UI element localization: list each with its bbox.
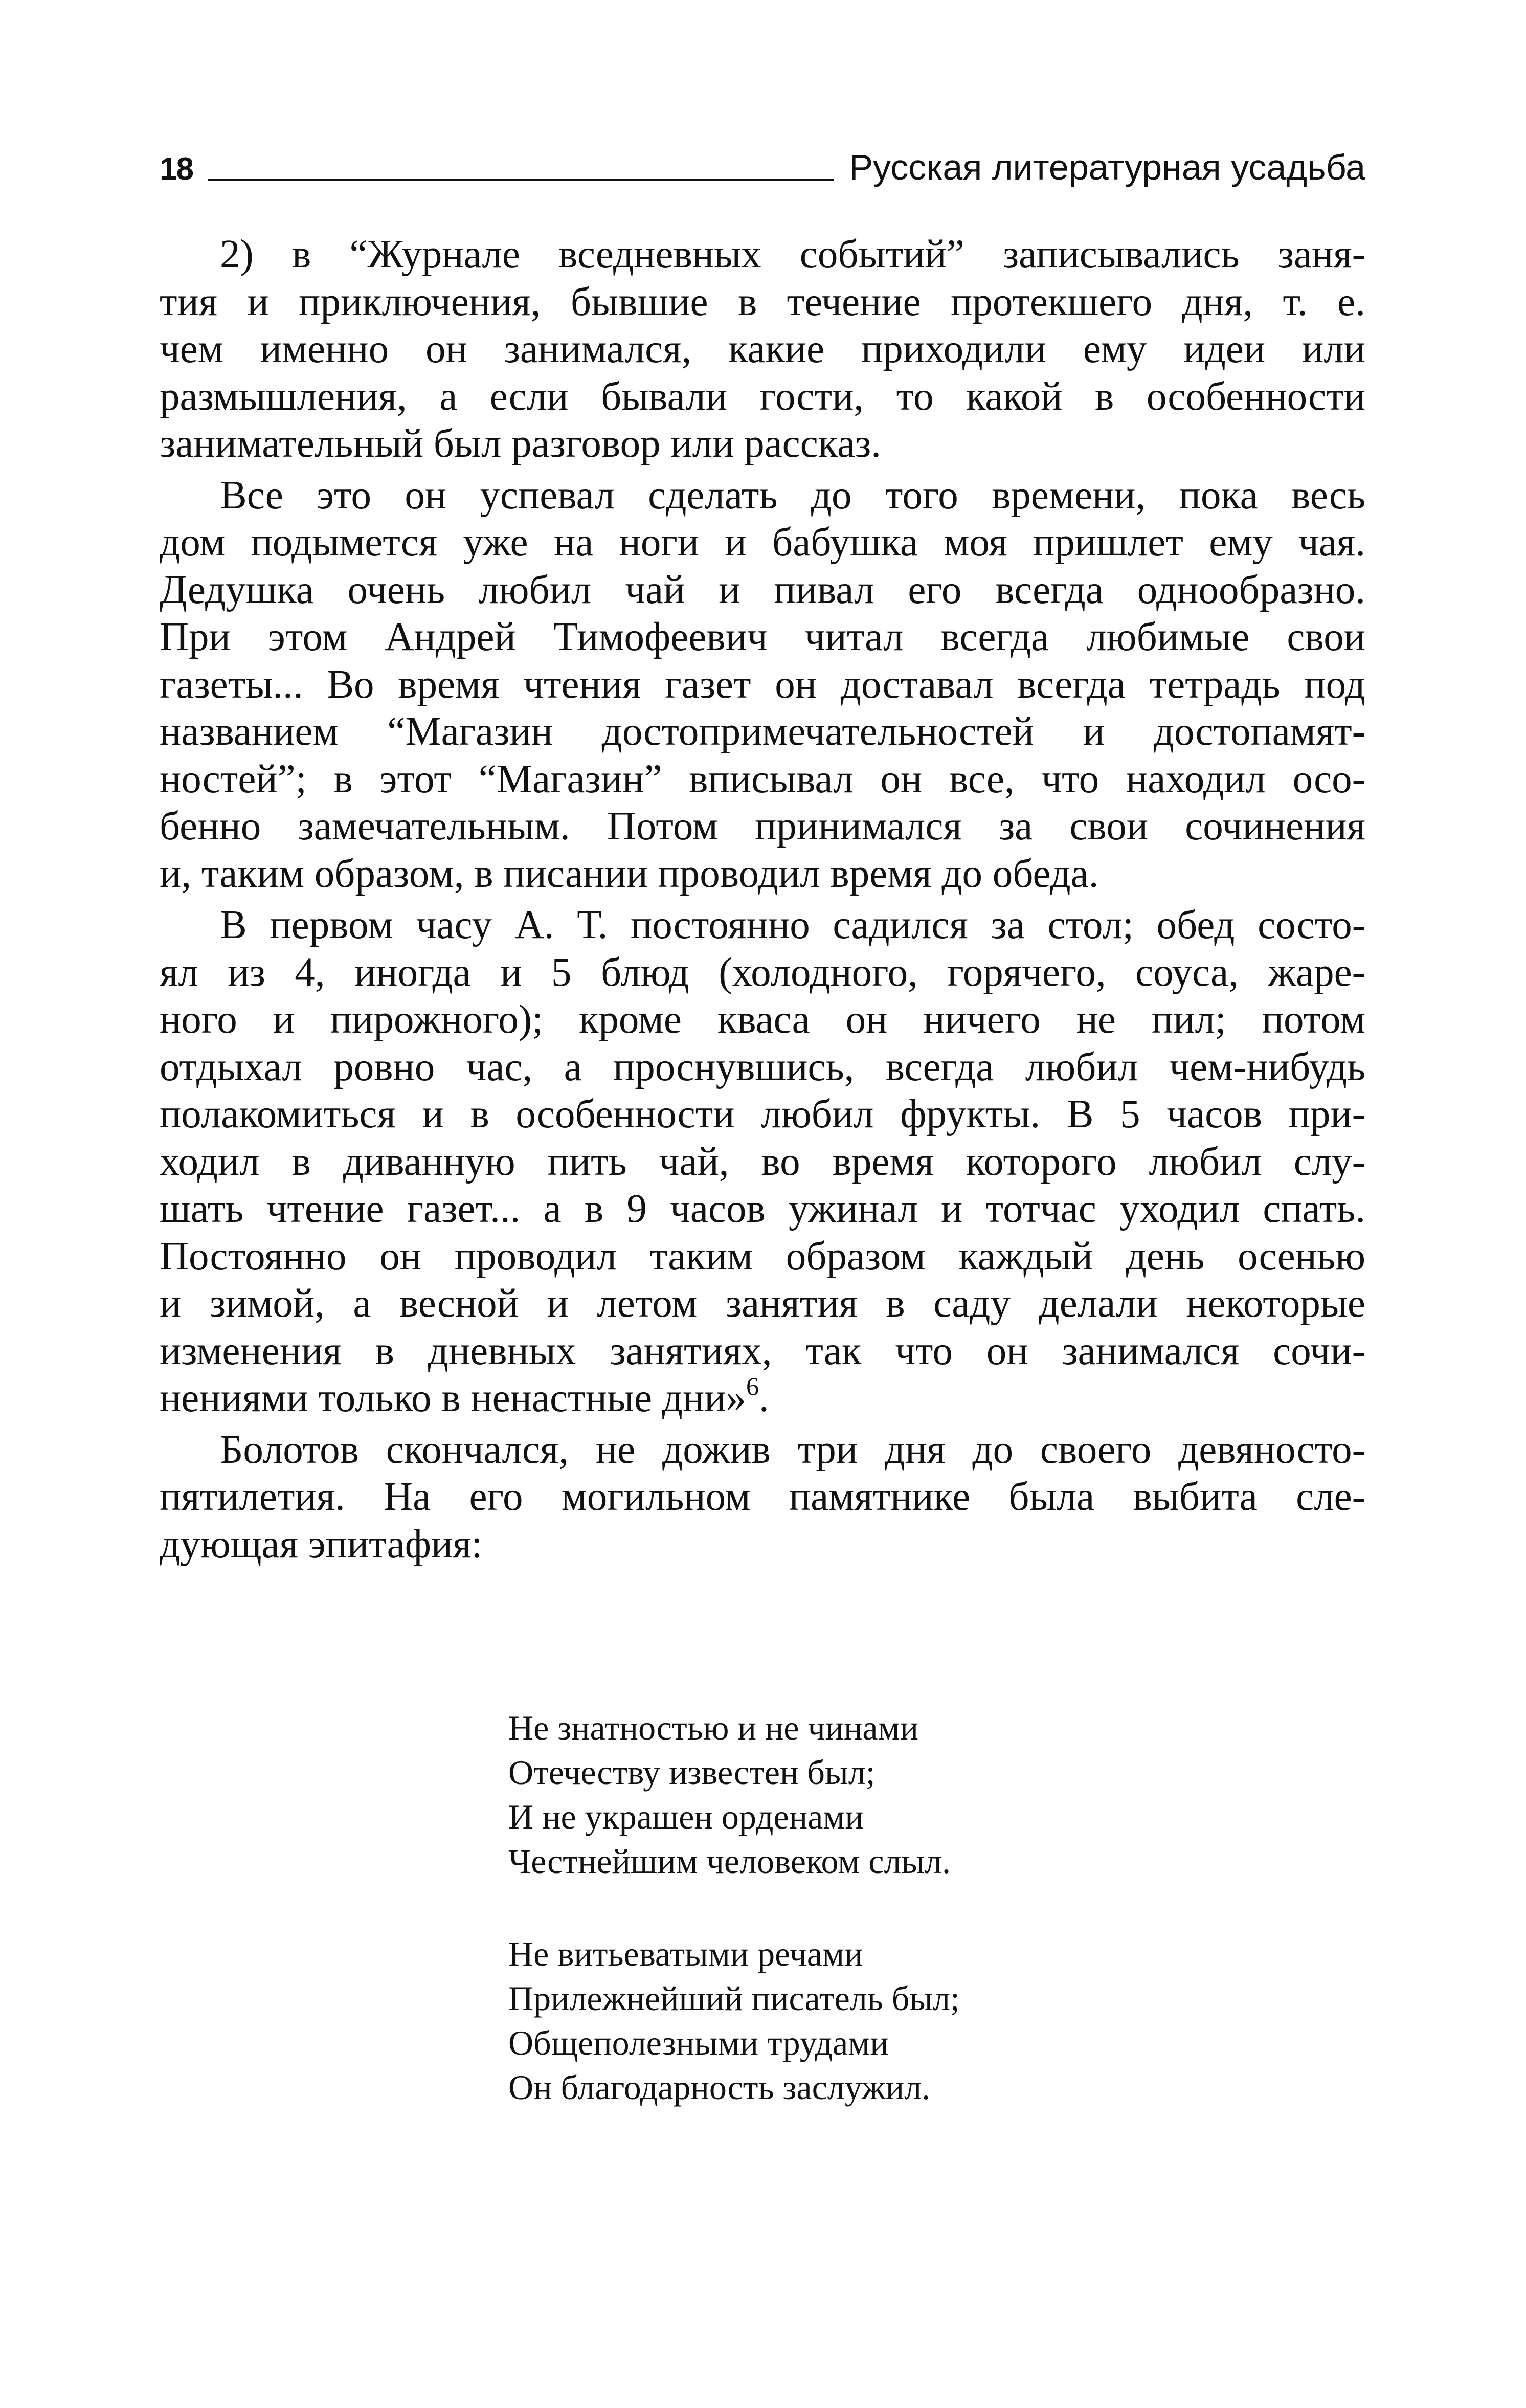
text-line: отдыхал ровно час, а проснувшись, всегда любил чем-нибудь bbox=[160, 1044, 1365, 1089]
text-line: Все это он успевал сделать до того времени, пока весь bbox=[220, 473, 1365, 518]
text-line: полакомиться и в особенности любил фрукты. В 5 часов при- bbox=[160, 1092, 1365, 1136]
text-line: бенно замечательным. Потом принимался за свои сочинения bbox=[160, 804, 1365, 849]
text-line: дующая эпитафия: bbox=[160, 1522, 483, 1567]
poem-verse: Общеполезными трудами bbox=[508, 2023, 889, 2062]
text-line: газеты... Во время чтения газет он доставал всегда тетрадь под bbox=[160, 662, 1365, 707]
body-text bbox=[160, 231, 1365, 1572]
text-line: ностей”; в этот “Магазин” вписывал он все, что находил осо- bbox=[160, 756, 1365, 801]
text-line: и зимой, а весной и летом занятия в саду делали некоторые bbox=[160, 1281, 1365, 1326]
text-line: Дедушка очень любил чай и пивал его всегда однообразно. bbox=[160, 567, 1365, 612]
text-line: названием “Магазин достопримечательностей и достопамят- bbox=[160, 709, 1365, 754]
text-line: ного и пирожного); кроме кваса он ничего не пил; потом bbox=[160, 997, 1365, 1042]
poem-stanza bbox=[508, 1932, 960, 2110]
text-line: чем именно он занимался, какие приходили ему идеи или bbox=[160, 327, 1365, 371]
page-number: 18 bbox=[160, 151, 193, 187]
text-line: При этом Андрей Тимофеевич читал всегда любимые свои bbox=[160, 615, 1365, 659]
paragraph-2 bbox=[160, 472, 1365, 898]
text-line: Болотов скончался, не дожив три дня до своего девяносто- bbox=[220, 1427, 1365, 1472]
running-header bbox=[160, 134, 1365, 185]
footnote-ref[interactable]: 6 bbox=[746, 1372, 759, 1400]
text-line: пятилетия. На его могильном памятнике была выбита сле- bbox=[160, 1475, 1365, 1519]
poem-verse: Не витьеватыми речами bbox=[508, 1934, 863, 1973]
poem-verse: Не знатностью и не чинами bbox=[508, 1708, 919, 1747]
poem-verse: И не украшен орденами bbox=[508, 1797, 864, 1836]
text-line-with-footnote bbox=[160, 1372, 1365, 1422]
text-line: занимательный был разговор или рассказ. bbox=[160, 421, 882, 466]
text-line: 2) в “Журнале вседневных событий” записывались заня- bbox=[220, 232, 1365, 277]
text-line: ходил в диванную пить чай, во время которого любил слу- bbox=[160, 1139, 1365, 1184]
text-line: нениями только в ненастные дни» bbox=[160, 1376, 747, 1420]
text-line: изменения в дневных занятиях, так что он занимался сочи- bbox=[160, 1328, 1365, 1373]
poem-stanza bbox=[508, 1706, 960, 1884]
text-line: тия и приключения, бывшие в течение протекшего дня, т. е. bbox=[160, 279, 1365, 324]
poem-verse: Отечеству известен был; bbox=[508, 1753, 876, 1792]
running-title: Русская литературная усадьба bbox=[849, 147, 1365, 187]
text-line: В первом часу А. Т. постоянно садился за стол; обед состо- bbox=[220, 903, 1365, 947]
text-line: Постоянно он проводил таким образом каждый день осенью bbox=[160, 1234, 1365, 1279]
poem-verse: Он благодарность заслужил. bbox=[508, 2068, 931, 2107]
poem-verse: Прилежнейший писатель был; bbox=[508, 1979, 960, 2018]
epitaph-poem bbox=[508, 1706, 960, 2158]
paragraph-1 bbox=[160, 231, 1365, 468]
text-line: ял из 4, иногда и 5 блюд (холодного, горячего, соуса, жаре- bbox=[160, 950, 1365, 995]
text-line: и, таким образом, в писании проводил время до обеда. bbox=[160, 851, 1099, 896]
text-line: размышления, а если бывали гости, то какой в особенности bbox=[160, 374, 1365, 419]
text-line: дом подымется уже на ноги и бабушка моя пришлет ему чая. bbox=[160, 520, 1365, 565]
line-end-punctuation: . bbox=[759, 1376, 769, 1420]
paragraph-4 bbox=[160, 1426, 1365, 1569]
text-line: шать чтение газет... а в 9 часов ужинал и тотчас уходил спать. bbox=[160, 1187, 1365, 1231]
paragraph-3 bbox=[160, 902, 1365, 1422]
poem-verse: Честнейшим человеком слыл. bbox=[508, 1842, 951, 1881]
header-rule bbox=[208, 179, 834, 181]
